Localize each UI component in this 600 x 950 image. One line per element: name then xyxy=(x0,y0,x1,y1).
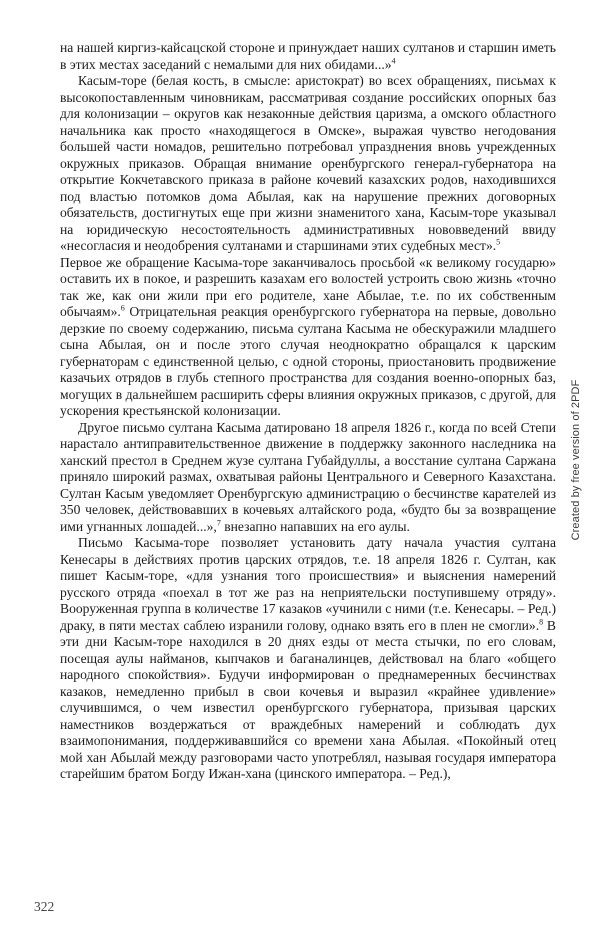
paragraph xyxy=(60,73,556,255)
footnote-ref: 4 xyxy=(391,55,396,65)
watermark-text: Created by free version of 2PDF xyxy=(570,379,582,541)
paragraph xyxy=(60,255,556,420)
paragraph-text: на нашей киргиз-кайсацской стороне и принуждает наших султанов и старшин иметь в этих местах заседаний с немалыми для них обидами...» xyxy=(60,40,556,72)
footnote-ref: 5 xyxy=(496,237,501,247)
paragraph xyxy=(60,40,556,73)
paragraph xyxy=(60,420,556,536)
page-number: 322 xyxy=(34,899,55,914)
footnote-ref: 6 xyxy=(120,303,125,313)
paragraph-text: Касым-торе (белая кость, в смысле: аристократ) во всех обращениях, письмах к высокопоставленным чиновникам, рассматривая создание российских опорных баз для колонизации – округов как незаконные действия царизма, а омского областного начальника как просто «находящегося в Омске», выражая чувство негодования большей части номадов, решительно потребовал упразднения вновь учрежденных окружных приказов. Обращая внимание оренбургского генерал-губернатора на открытие Кокчетавского приказа в районе кочевий казахских родов, находившихся под властью потомков дома Абылая, как на нарушение прежних договорных обязательств, достигнутых еще при жизни знаменитого хана, Касым-торе указывал на юридическую несостоятельность административных нововведений ввиду «несогласия и неодобрения султанами и старшинами этих судебных мест». xyxy=(60,73,556,253)
page-body xyxy=(60,40,556,783)
paragraph-text: Письмо Касыма-торе позволяет установить дату начала участия султана Кенесары в действиях против царских отрядов, т.е. 18 апреля 1826 г. Султан, как пишет Касым-торе, «для узнания того происшествия» и выяснения намерений русского отряда «поехал в тот же раз на неприятельски поступившему отряду». Вооруженная группа в количестве 17 казаков «учинили с ними (т.е. Кенесары. – Ред.) драку, в пяти местах саблею изранили голову, однако взять его в плен не смогли». xyxy=(60,535,556,633)
paragraph-text-continued: Отрицательная реакция оренбургского губернатора на первые, довольно дерзкие по своему содержанию, письма султана Касыма не обескуражили младшего сына Абылая, он и после этого случая неоднократно обращался к царским губернаторам с единственной целью, с одной стороны, приостановить продвижение казачьих отрядов в глубь степного пространства для создания военно-опорных баз, могущих в дальнейшем расширить сферы влияния окружных приказов, с другой, для ускорения крестьянской колонизации. xyxy=(60,304,556,418)
paragraph xyxy=(60,535,556,783)
paragraph-text: Другое письмо султана Касыма датировано 18 апреля 1826 г., когда по всей Степи нарастало антиправительственное движение в поддержку законного наследника на ханский престол в Среднем жузе султана Губайдуллы, а восстание султана Саржана приняло широкий размах, охватывая районы Центрального и Северного Казахстана. Султан Касым уведомляет Оренбургскую администрацию о бесчинстве карателей из 350 человек, действовавших в кочевьях алтайского рода, «будто бы за возвращение ими угнанных лошадей...», xyxy=(60,419,556,534)
paragraph-text-continued: В эти дни Касым-торе находился в 20 днях езды от места стычки, по его словам, посещая аулы найманов, кыпчаков и баганалинцев, действовал на благо «общего народного спокойствия». Будучи информирован о преднамеренных бесчинствах казаков, немедленно прибыл в свои кочевья и выразил «крайнее удивление» случившимся, о чем известил оренбургского губернатора, призывая царских наместников воздержаться от враждебных намерений и соблюдать дух взаимопонимания, поддерживавшийся со времени хана Абылая. «Покойный отец мой хан Абылай между разговорами часто употреблял, называя государя императора старейшим братом Богду Ижан-хана (цинского императора. – Ред.), xyxy=(60,617,556,781)
footnote-ref: 7 xyxy=(216,517,221,527)
paragraph-text: Первое же обращение Касыма-торе заканчивалось просьбой «к великому государю» оставить их в покое, и разрешить казахам его волостей устроить свою жизнь «точно так же, как они жили при его родителе, хане Абылае, т.е. по их собственным обычаям». xyxy=(60,254,556,319)
footnote-ref: 8 xyxy=(539,616,544,626)
paragraph-text-continued: внезапно напавших на его аулы. xyxy=(220,518,410,534)
